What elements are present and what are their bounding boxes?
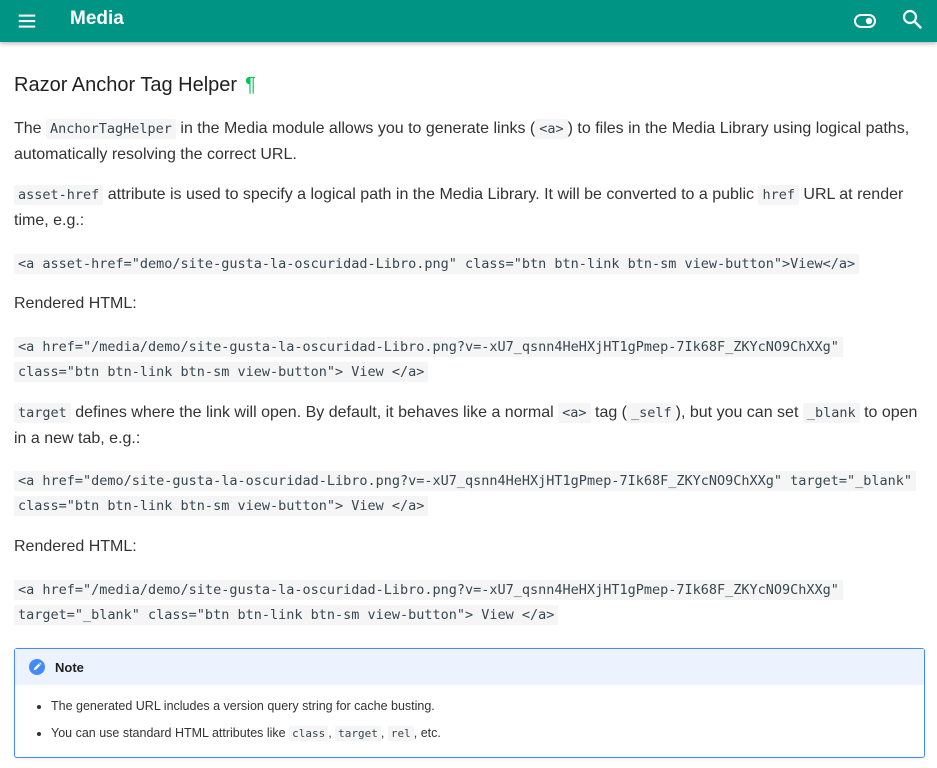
code-line: target="_blank" class="btn btn-link btn-sm view-button"> View </a> bbox=[14, 605, 558, 625]
permalink-anchor[interactable]: ¶ bbox=[245, 74, 256, 96]
inline-code: target bbox=[14, 403, 71, 423]
text: tag ( bbox=[590, 404, 628, 421]
text: The bbox=[14, 120, 47, 137]
inline-code: asset-href bbox=[14, 185, 103, 205]
text: defines where the link will open. By default, it behaves like a normal bbox=[70, 404, 559, 421]
inline-code: AnchorTagHelper bbox=[46, 119, 176, 139]
list-item bbox=[51, 720, 924, 747]
site-title[interactable]: Media bbox=[70, 8, 124, 29]
code-line: <a asset-href="demo/site-gusta-la-oscuridad-Libro.png" class="btn btn-link btn-sm view-button">View</a> bbox=[14, 254, 859, 274]
section-heading-text: Razor Anchor Tag Helper bbox=[14, 74, 238, 96]
text: to open in a new tab, e.g.: bbox=[14, 404, 918, 447]
inline-code: _self bbox=[627, 403, 676, 423]
code-block-asset-href bbox=[14, 252, 926, 277]
top-app-bar bbox=[0, 0, 937, 42]
text: ) to files in the Media Library using logical paths, automatically resolving the correct URL. bbox=[14, 120, 910, 163]
text: ), but you can set bbox=[675, 404, 803, 421]
note-list bbox=[15, 693, 924, 747]
list-item: • The generated URL includes a version query string for cache busting. bbox=[51, 693, 924, 720]
code-line: class="btn btn-link btn-sm view-button"> View </a> bbox=[14, 362, 428, 382]
text: URL at render time, e.g.: bbox=[14, 186, 904, 229]
theme-toggle-icon[interactable] bbox=[853, 9, 877, 33]
note-title-bar bbox=[15, 649, 924, 685]
inline-code: _blank bbox=[803, 403, 860, 423]
rendered-html-label: Rendered HTML: bbox=[14, 538, 137, 555]
text: You can use standard HTML attributes like bbox=[51, 726, 290, 740]
code-block-target bbox=[14, 469, 926, 519]
search-icon[interactable] bbox=[900, 7, 924, 31]
text: , etc. bbox=[413, 726, 441, 740]
note-title: Note bbox=[55, 659, 84, 675]
rendered-html-label: Rendered HTML: bbox=[14, 295, 137, 312]
code-line: class="btn btn-link btn-sm view-button"> View </a> bbox=[14, 496, 428, 516]
code-block-rendered-2 bbox=[14, 578, 926, 628]
section-heading bbox=[14, 74, 256, 97]
text: in the Media module allows you to generate links ( bbox=[175, 120, 536, 137]
code-line: <a href="demo/site-gusta-la-oscuridad-Libro.png?v=-xU7_qsnn4HeHXjHT1gPmep-7Ik68F_ZKYcNO9ChXXg" target="_blank" bbox=[14, 471, 916, 491]
code-line: <a href="/media/demo/site-gusta-la-oscuridad-Libro.png?v=-xU7_qsnn4HeHXjHT1gPmep-7Ik68F_ZKYcNO9ChXXg" bbox=[14, 337, 843, 357]
inline-code: <a> bbox=[558, 403, 590, 423]
code-line: <a href="/media/demo/site-gusta-la-oscuridad-Libro.png?v=-xU7_qsnn4HeHXjHT1gPmep-7Ik68F_ZKYcNO9ChXXg" bbox=[14, 580, 843, 600]
inline-code: rel bbox=[388, 726, 414, 741]
text: , bbox=[328, 726, 336, 740]
asset-href-paragraph bbox=[14, 182, 926, 234]
text: attribute is used to specify a logical path in the Media Library. It will be converted to a public bbox=[103, 186, 759, 203]
intro-paragraph bbox=[14, 116, 926, 168]
inline-code: <a> bbox=[535, 119, 567, 139]
inline-code: target bbox=[335, 726, 381, 741]
pencil-icon bbox=[29, 659, 45, 675]
target-paragraph bbox=[14, 400, 926, 452]
inline-code: href bbox=[758, 185, 799, 205]
hamburger-menu-icon[interactable] bbox=[16, 10, 38, 32]
inline-code: class bbox=[289, 726, 328, 741]
text: , bbox=[380, 726, 388, 740]
code-block-rendered-1 bbox=[14, 335, 926, 385]
note-admonition bbox=[14, 648, 925, 758]
